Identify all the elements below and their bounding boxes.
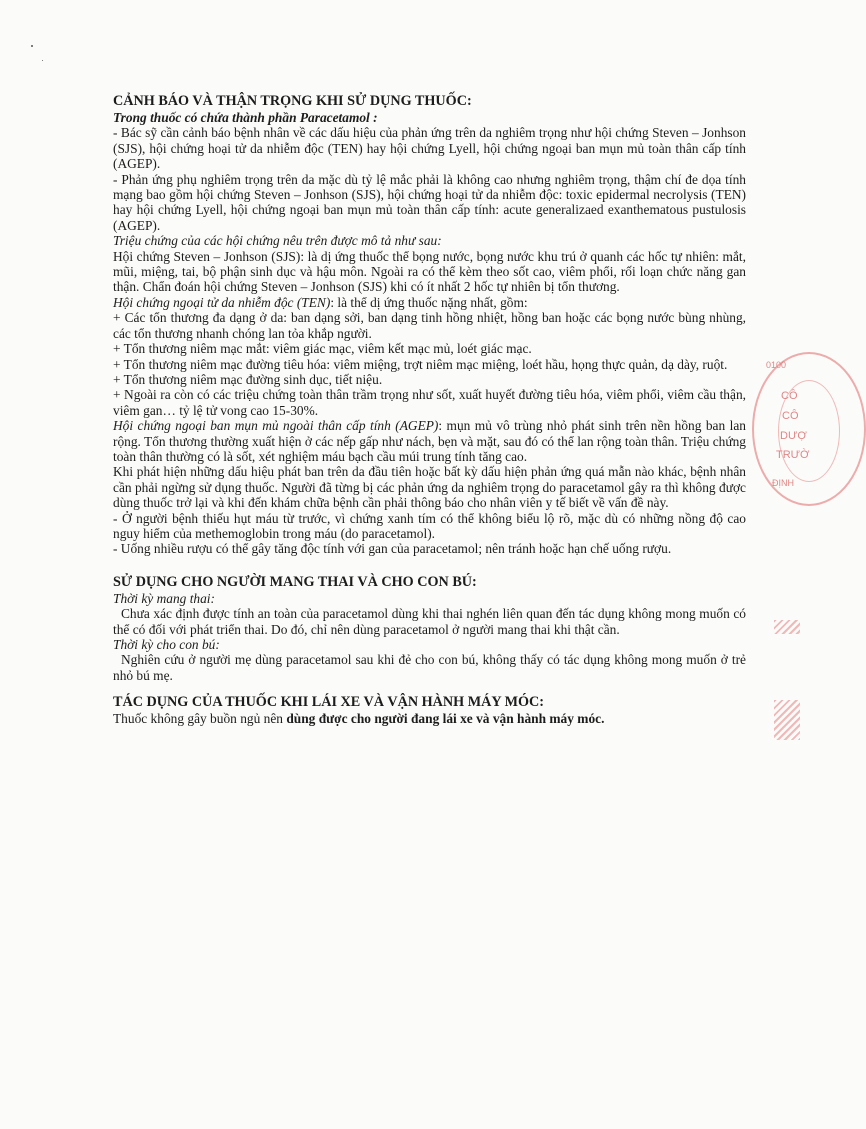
lactation-label: Thời kỳ cho con bú: bbox=[113, 637, 220, 652]
ten-text: : là thể dị ứng thuốc nặng nhất, gồm: bbox=[330, 294, 528, 310]
driving-text-bold: dùng được cho người đang lái xe và vận hành máy móc. bbox=[286, 711, 605, 727]
stamp-text: ĐỊNH bbox=[772, 478, 794, 488]
warning-paragraph-1: - Bác sỹ cần cảnh báo bệnh nhân về các dấu hiệu của phản ứng trên da nghiêm trọng như hội chứng Steven – Jonhson (SJS), hội chứng hoại tử da nhiễm độc (TEN) hay hội chứng Lyell, hội chứng ngoại ban mụn mủ toàn thân cấp tính (AGEP). bbox=[113, 125, 746, 172]
section-spacer bbox=[113, 557, 746, 574]
section-spacer bbox=[113, 683, 746, 694]
ten-item: + Tổn thương niêm mạc mắt: viêm giác mạc, viêm kết mạc mủ, loét giác mạc. bbox=[113, 341, 532, 357]
lactation-text: Nghiên cứu ở người mẹ dùng paracetamol sau khi đẻ cho con bú, không thấy có tác dụng không mong muốn ở trẻ nhỏ bú mẹ. bbox=[113, 652, 746, 683]
stamp-text: DƯỢ bbox=[780, 430, 807, 442]
ten-item: + Tổn thương niêm mạc đường tiêu hóa: viêm miệng, trợt niêm mạc miệng, loét hầu, họng thực quản, dạ dày, ruột. bbox=[113, 356, 728, 372]
pregnancy-text: Chưa xác định được tính an toàn của paracetamol dùng khi thai nghén liên quan đến tác dụng không mong muốn có thể có đối với phát triển thai. Do đó, chỉ nên dùng paracetamol ở người mang thai khi thật cần. bbox=[113, 606, 746, 637]
ten-paragraph bbox=[113, 295, 746, 310]
pregnancy-heading: SỬ DỤNG CHO NGƯỜI MANG THAI VÀ CHO CON BÚ: bbox=[113, 573, 477, 590]
paracetamol-subheading: Trong thuốc có chứa thành phần Paracetamol : bbox=[113, 110, 378, 125]
scan-speck bbox=[31, 45, 33, 47]
stamp-edge-mark bbox=[774, 620, 800, 634]
driving-text: Thuốc không gây buồn ngủ nên bbox=[113, 711, 287, 727]
stamp-edge-mark bbox=[774, 700, 800, 740]
stamp-text: CÔ bbox=[781, 390, 798, 402]
ten-item: + Các tổn thương đa dạng ở da: ban dạng sởi, ban dạng tinh hồng nhiệt, hồng ban hoặc các bọng nước bùng nhùng, các tổn thương nhanh chóng lan tỏa khắp người. bbox=[113, 310, 746, 341]
warning-paragraph-2: - Phản ứng phụ nghiêm trọng trên da mặc dù tỷ lệ mắc phải là không cao nhưng nghiêm trọng, thậm chí đe dọa tính mạng bao gồm hội chứng Steven – Jonhson (SJS), hội chứng hoại tử da nhiễm độc: toxic epidermal necrolysis (TEN) hay hội chứng Lyell, hội chứng ngoại ban mụn mủ toàn thân cấp tính: acute generalizaed exanthematous pustulosis (AGEP). bbox=[113, 171, 746, 233]
symptoms-heading: Triệu chứng của các hội chứng nêu trên được mô tả như sau: bbox=[113, 233, 442, 249]
ten-item: + Ngoài ra còn có các triệu chứng toàn thân trầm trọng như sốt, xuất huyết đường tiêu hóa, viêm phổi, viêm cầu thận, viêm gan… tỷ lệ tử vong cao 15-30%. bbox=[113, 387, 746, 418]
agep-label: Hội chứng ngoại ban mụn mủ ngoài thân cấp tính (AGEP) bbox=[113, 418, 439, 434]
agep-text: : mụn mủ vô trùng nhỏ phát sinh trên nền hồng ban lan rộng. Tổn thương thường xuất hiện ở các nếp gấp như nách, bẹn và mặt, sau đó có thể lan rộng toàn thân. Triệu chứng toàn thân thường có là sốt, xét nghiệm máu bạch cầu múi trung tính tăng cao. bbox=[113, 418, 746, 464]
stamp-text: 0100 bbox=[766, 360, 787, 370]
sjs-paragraph: Hội chứng Steven – Jonhson (SJS): là dị ứng thuốc thể bọng nước, bọng nước khu trú ở quanh các hốc tự nhiên: mắt, mũi, miệng, tai, bộ phận sinh dục và hậu môn. Ngoài ra có thể kèm theo sốt cao, viêm phổi, rối loạn chức năng gan thận. Chẩn đoán hội chứng Steven – Jonhson (SJS) khi có ít nhất 2 hốc tự nhiên bị tổn thương. bbox=[113, 248, 746, 295]
warning-paragraph-4: - Ở người bệnh thiếu hụt máu từ trước, vì chứng xanh tím có thể không biểu lộ rõ, mặc dù có những nồng độ cao nguy hiểm của methemoglobin trong máu (do paracetamol). bbox=[113, 510, 746, 541]
stamp-text: CÔ bbox=[782, 410, 799, 422]
warning-paragraph-3: Khi phát hiện những dấu hiệu phát ban trên da đầu tiên hoặc bất kỳ dấu hiện phản ứng quá mẫn nào khác, bệnh nhân cần phải ngừng sử dụng thuốc. Người đã từng bị các phản ứng da nghiêm trọng do paracetamol gây ra thì không được dùng thuốc trở lại và khi đến khám chữa bệnh cần phải thông báo cho nhân viên y tế biết về vấn đề này. bbox=[113, 464, 746, 511]
ten-item: + Tổn thương niêm mạc đường sinh dục, tiết niệu. bbox=[113, 371, 383, 387]
driving-paragraph bbox=[113, 711, 746, 726]
warnings-heading: CẢNH BÁO VÀ THẬN TRỌNG KHI SỬ DỤNG THUỐC: bbox=[113, 93, 472, 109]
agep-paragraph bbox=[113, 418, 746, 464]
document-body bbox=[113, 93, 746, 727]
ten-label: Hội chứng ngoại tử da nhiễm độc (TEN) bbox=[113, 294, 331, 310]
driving-heading: TÁC DỤNG CỦA THUỐC KHI LÁI XE VÀ VẬN HÀNH MÁY MÓC: bbox=[113, 694, 545, 711]
stamp-text: TRƯỜ bbox=[776, 449, 810, 461]
scan-speck bbox=[42, 60, 43, 61]
pregnancy-label: Thời kỳ mang thai: bbox=[113, 590, 215, 606]
warning-paragraph-5: - Uống nhiều rượu có thể gây tăng độc tính với gan của paracetamol; nên tránh hoặc hạn chế uống rượu. bbox=[113, 541, 672, 557]
